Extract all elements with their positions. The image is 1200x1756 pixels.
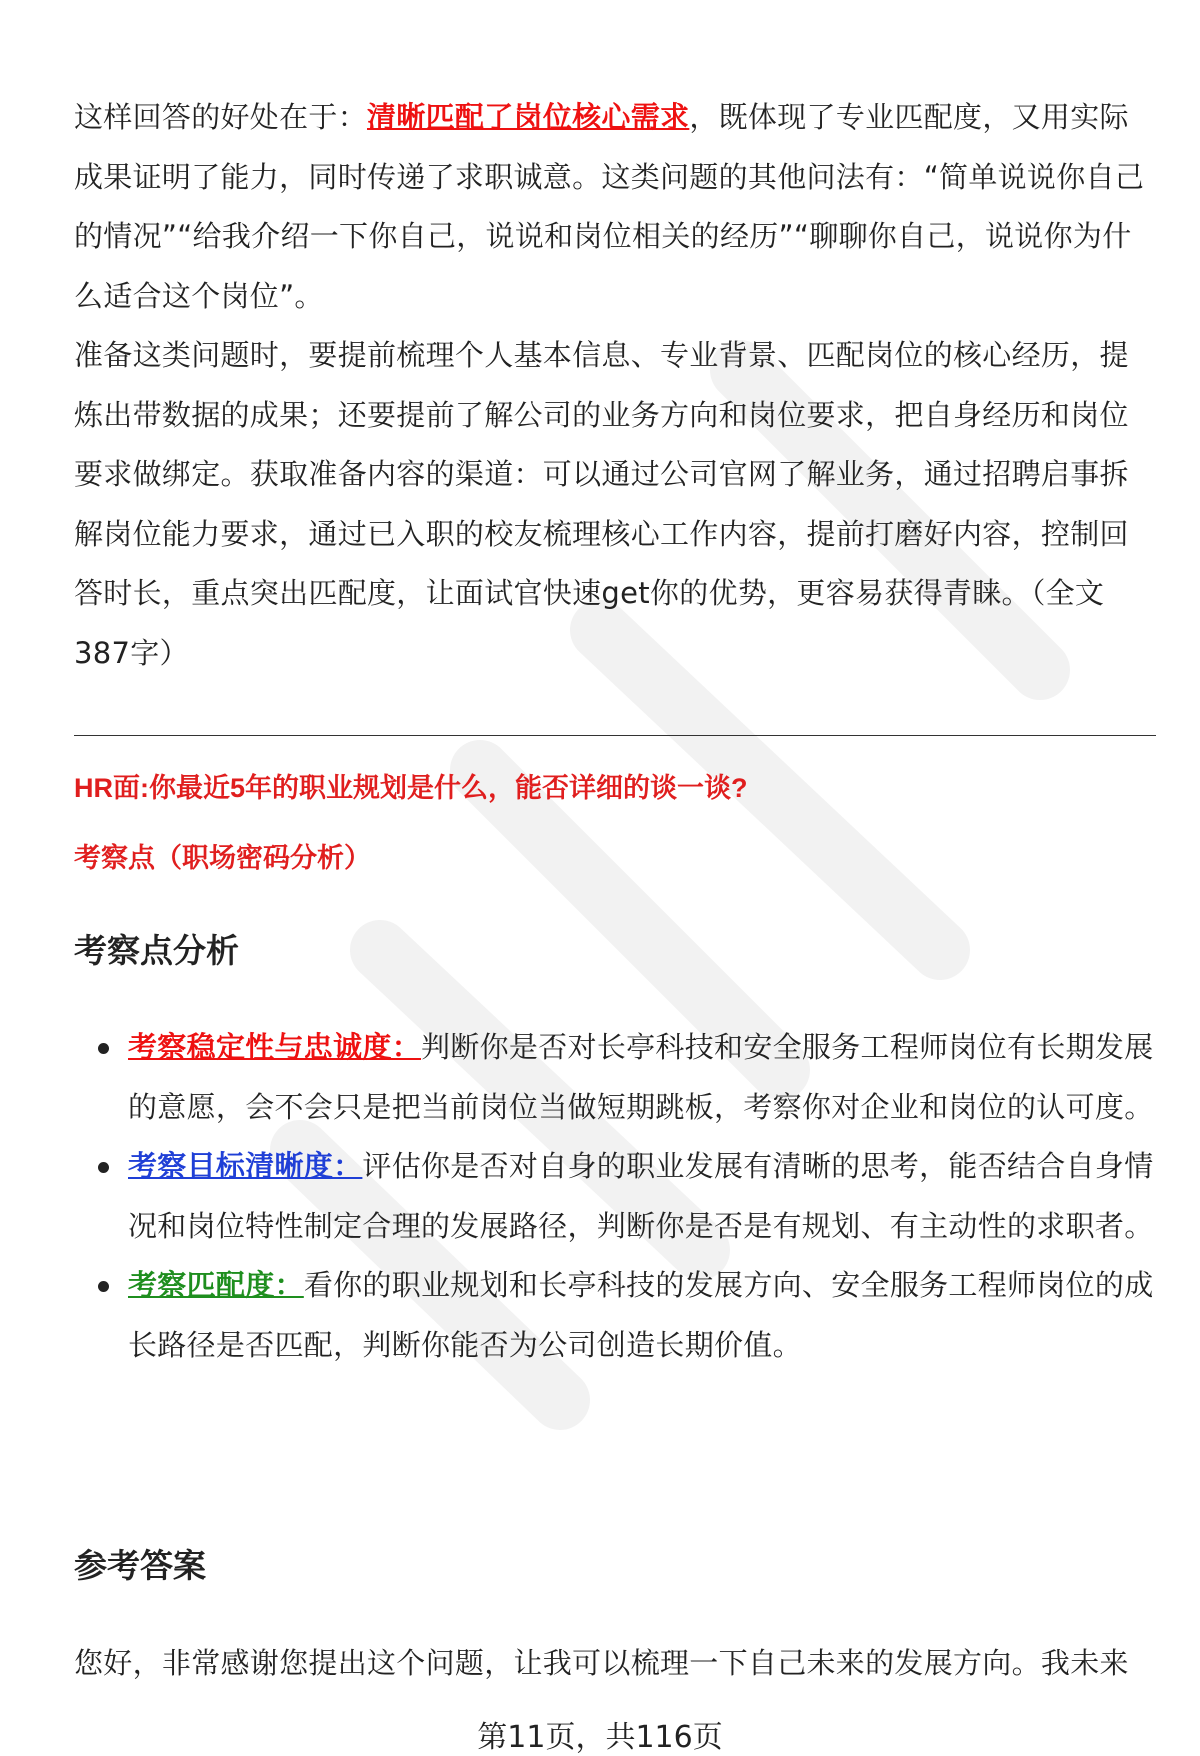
- question-subtitle: 考察点（职场密码分析）: [74, 843, 371, 873]
- item-text: 看你的职业规划和长亭科技的发展方向、安全服务工程师岗位的成长路径是否匹配，判断你能否为公司创造长期价值。: [128, 1268, 1154, 1362]
- list-item: [74, 1256, 1156, 1375]
- question-title: HR面:你最近5年的职业规划是什么，能否详细的谈一谈?: [74, 773, 748, 803]
- list-item: [74, 1018, 1156, 1137]
- bullet-icon: [98, 1281, 109, 1292]
- answer-text: 您好，非常感谢您提出这个问题，让我可以梳理一下自己未来的发展方向。我未来: [74, 1646, 1129, 1680]
- bullet-icon: [98, 1043, 109, 1054]
- page-number: 第11页，共116页: [477, 1720, 723, 1755]
- intro-highlight: 清晰匹配了岗位核心需求: [367, 100, 690, 134]
- item-text: 判断你是否对长亭科技和安全服务工程师岗位有长期发展的意愿，会不会只是把当前岗位当做短期跳板，考察你对企业和岗位的认可度。: [128, 1030, 1154, 1124]
- analysis-list: [74, 1018, 1156, 1375]
- item-label: 考察目标清晰度：: [128, 1149, 363, 1183]
- intro-paragraph-1: [74, 88, 1154, 326]
- bullet-icon: [98, 1162, 109, 1173]
- intro-text-before: 这样回答的好处在于：: [74, 100, 368, 134]
- answer-heading: 参考答案: [74, 1547, 206, 1584]
- intro-text-after: ，既体现了专业匹配度，又用实际成果证明了能力，同时传递了求职诚意。这类问题的其他问法有：“简单说说你自己的情况”“给我介绍一下你自己，说说和岗位相关的经历”“聊聊你自己，说说你为什么适合这个岗位”。: [74, 100, 1145, 313]
- intro-paragraph-2: 准备这类问题时，要提前梳理个人基本信息、专业背景、匹配岗位的核心经历，提炼出带数据的成果；还要提前了解公司的业务方向和岗位要求，把自身经历和岗位要求做绑定。获取准备内容的渠道：可以通过公司官网了解业务，通过招聘启事拆解岗位能力要求，通过已入职的校友梳理核心工作内容，提前打磨好内容，控制回答时长，重点突出匹配度，让面试官快速get你的优势，更容易获得青睐。（全文387字）: [74, 338, 1129, 670]
- list-item: [74, 1137, 1156, 1256]
- item-label: 考察稳定性与忠诚度：: [128, 1030, 422, 1064]
- section-divider: [74, 735, 1156, 736]
- item-text: 评估你是否对自身的职业发展有清晰的思考，能否结合自身情况和岗位特性制定合理的发展路径，判断你是否是有规划、有主动性的求职者。: [128, 1149, 1154, 1243]
- item-label: 考察匹配度：: [128, 1268, 304, 1302]
- analysis-heading: 考察点分析: [74, 932, 239, 969]
- intro-section: [74, 88, 1154, 683]
